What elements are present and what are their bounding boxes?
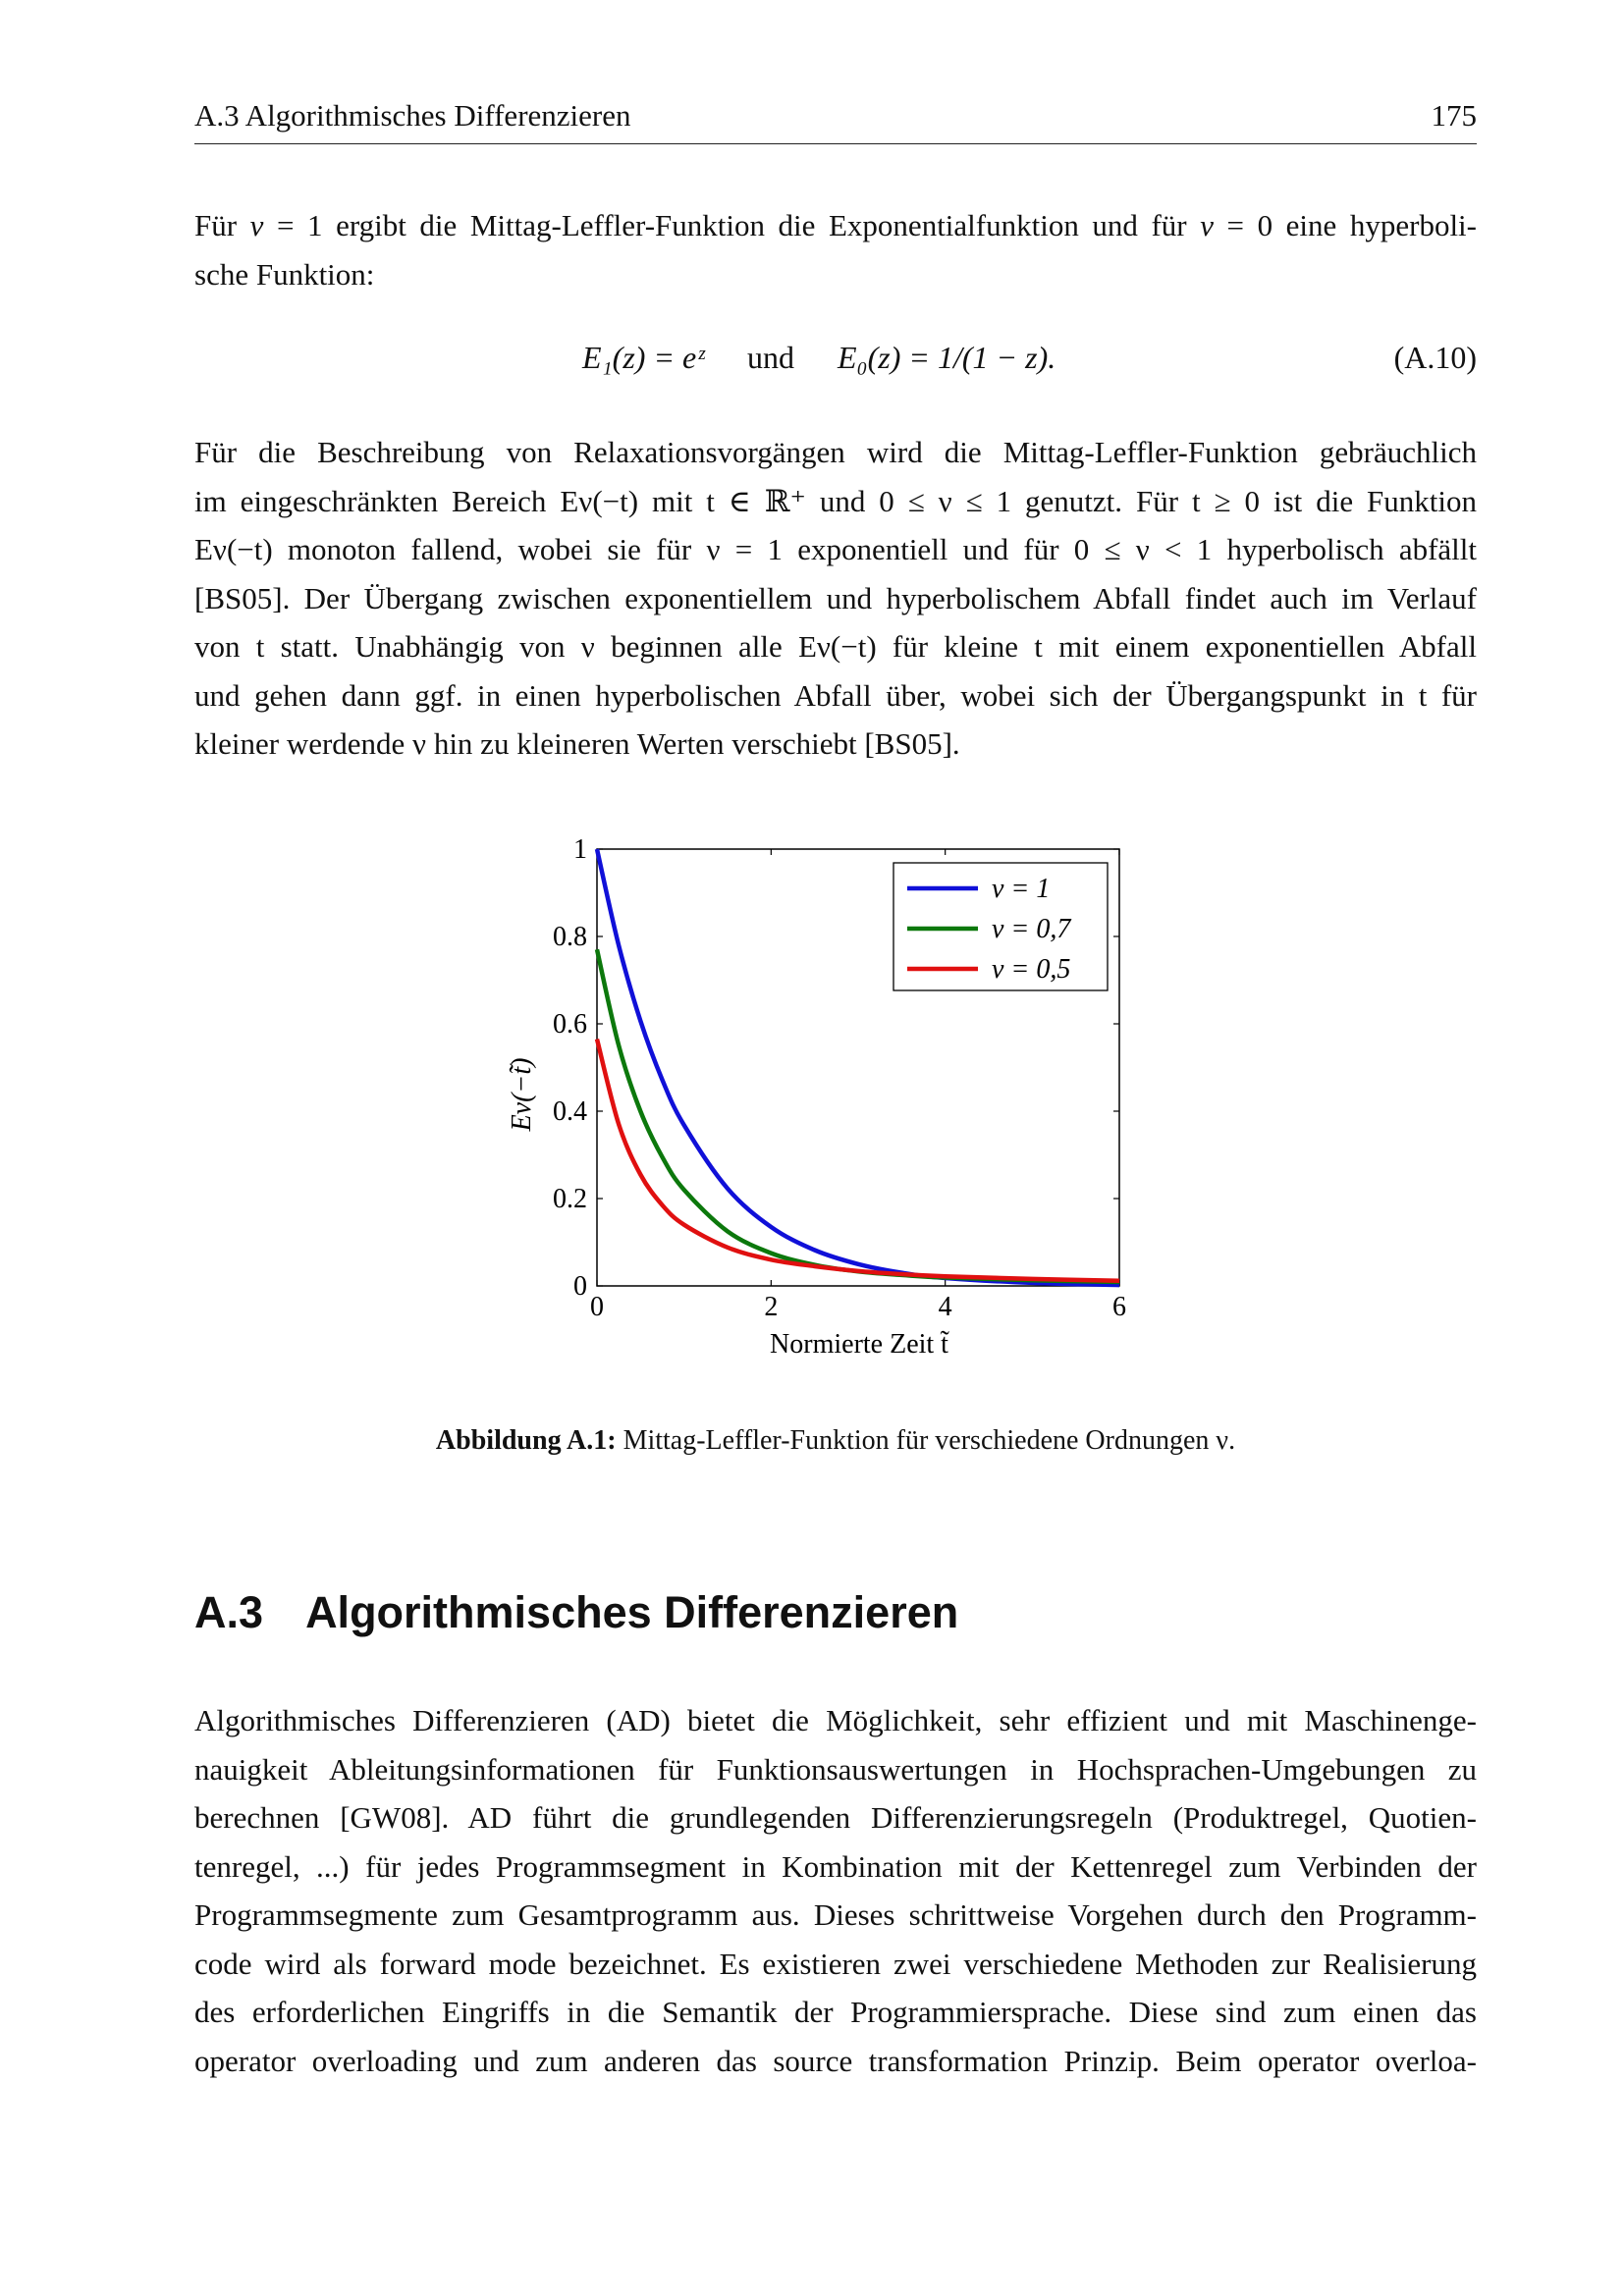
y-tick-label: 1 [573, 834, 587, 865]
equation-number: (A.10) [1393, 340, 1477, 375]
para1-line: kleiner werdende ν hin zu kleineren Werten verschiebt [BS05]. [194, 726, 960, 761]
intro-line-2: sche Funktion: [194, 256, 375, 292]
chart-legend [893, 863, 1108, 990]
para2-line: des erforderlichen Eingriffs in die Semantik der Programmiersprache. Diese sind zum einen das [194, 1995, 1477, 2029]
chart-xlabel: Normierte Zeit t̃ [770, 1329, 948, 1360]
y-tick-label: 0.2 [553, 1184, 587, 1214]
x-tick-label: 6 [1112, 1292, 1126, 1322]
para1-line: und gehen dann ggf. in einen hyperbolischen Abfall über, wobei sich der Übergangspunkt in t für [194, 677, 1477, 713]
equation-a10 [194, 340, 1477, 385]
para1-line: im eingeschränkten Bereich Eν(−t) mit t ∈ ℝ⁺ und 0 ≤ ν ≤ 1 genutzt. Für t ≥ 0 ist die Funktion [194, 483, 1477, 518]
legend-entry: ν = 0,7 [992, 914, 1071, 944]
legend-entry: ν = 1 [992, 874, 1051, 904]
para1-line: Für die Beschreibung von Relaxationsvorgängen wird die Mittag-Leffler-Funktion gebräuchlich [194, 435, 1477, 469]
y-tick-label: 0.6 [553, 1009, 587, 1040]
y-tick-label: 0 [573, 1271, 587, 1302]
equation-joiner: und [746, 340, 794, 375]
relaxation-paragraph [194, 428, 1477, 769]
section-heading [194, 1587, 958, 1638]
series-line-3 [597, 1040, 1119, 1281]
equation-right: E₀(z) = 1/(1 − z). [837, 340, 1056, 375]
para1-line: [BS05]. Der Übergang zwischen exponentiellem und hyperbolischem Abfall findet auch im Verlauf [194, 580, 1477, 615]
para2-line: berechnen [GW08]. AD führt die grundlegenden Differenzierungsregeln (Produktregel, Quotien- [194, 1800, 1477, 1835]
x-tick-label: 0 [590, 1292, 604, 1322]
para2-line: Programmsegmente zum Gesamtprogramm aus. Dieses schrittweise Vorgehen durch den Programm- [194, 1897, 1477, 1932]
x-tick-label: 4 [938, 1292, 952, 1322]
page-number: 175 [1431, 98, 1477, 133]
y-tick-label: 0.4 [553, 1096, 587, 1127]
caption-label: Abbildung A.1: [435, 1425, 617, 1456]
section-title: Algorithmisches Differenzieren [305, 1587, 959, 1637]
section-number: A.3 [194, 1587, 264, 1637]
intro-line-1: Für ν = 1 ergibt die Mittag-Leffler-Funktion die Exponentialfunktion und für ν = 0 eine hyperboli- [194, 208, 1477, 242]
ad-paragraph [194, 1696, 1477, 2085]
para2-line: operator overloading und zum anderen das source transformation Prinzip. Beim operator overloa- [194, 2043, 1477, 2078]
para2-line: nauigkeit Ableitungsinformationen für Funktionsauswertungen in Hochsprachen-Umgebungen zu [194, 1751, 1477, 1787]
header-title: A.3 Algorithmisches Differenzieren [194, 98, 631, 133]
para1-line: von t statt. Unabhängig von ν beginnen alle Eν(−t) für kleine t mit einem exponentiellen Abfall [194, 629, 1477, 664]
para2-line: Algorithmisches Differenzieren (AD) bietet die Möglichkeit, sehr effizient und mit Maschinenge- [194, 1703, 1477, 1737]
running-header [194, 98, 1477, 144]
y-tick-label: 0.8 [553, 922, 587, 952]
caption-text: Mittag-Leffler-Funktion für verschiedene Ordnungen ν. [616, 1425, 1236, 1456]
chart-ylabel: Eν(−t̃) [507, 1057, 537, 1132]
equation-left: E₁(z) = eᶻ [582, 340, 704, 375]
mittag-leffler-chart [481, 825, 1168, 1374]
intro-paragraph [194, 201, 1477, 298]
series-line-2 [597, 949, 1119, 1282]
para2-line: code wird als forward mode bezeichnet. Es existieren zwei verschiedene Methoden zur Realisierung [194, 1946, 1477, 1981]
legend-entry: ν = 0,5 [992, 954, 1071, 985]
para2-line: tenregel, ...) für jedes Programmsegment in Kombination mit der Kettenregel zum Verbinden der [194, 1848, 1477, 1884]
x-tick-label: 2 [764, 1292, 779, 1322]
para1-line: Eν(−t) monoton fallend, wobei sie für ν = 1 exponentiell und für 0 ≤ ν < 1 hyperbolisch abfällt [194, 532, 1477, 566]
figure-caption [194, 1425, 1477, 1457]
